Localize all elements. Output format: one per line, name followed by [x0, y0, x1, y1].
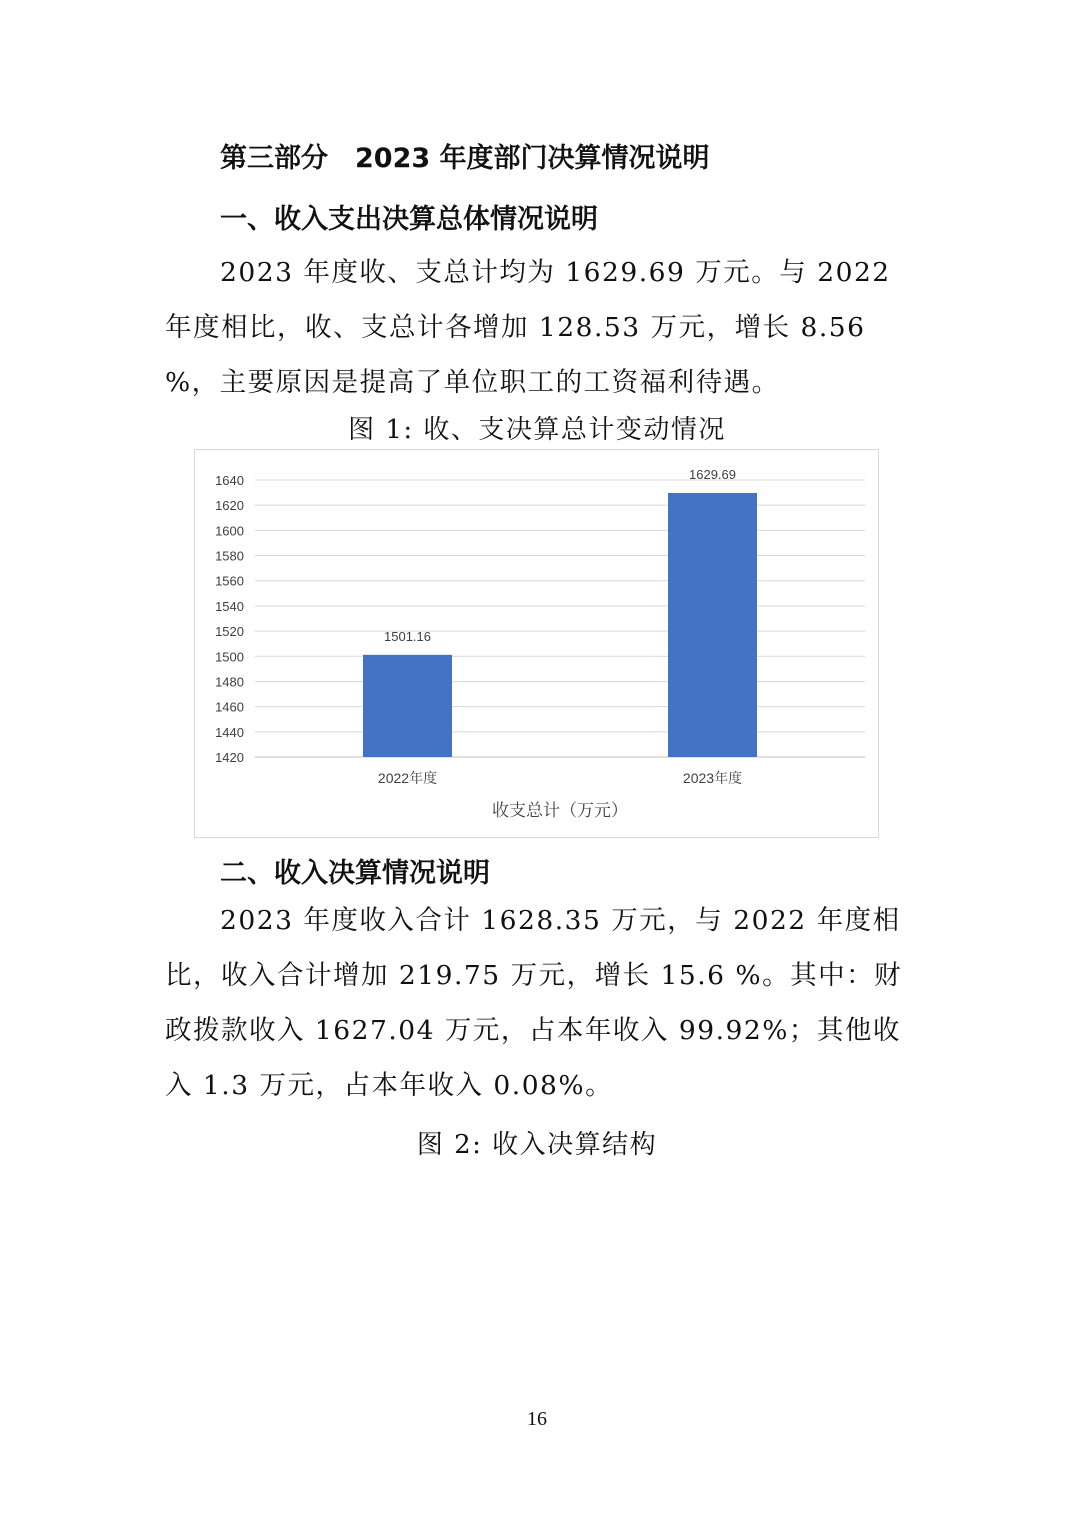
bar — [668, 493, 757, 757]
x-tick-label: 2023年度 — [682, 770, 743, 786]
y-tick-label: 1420 — [215, 750, 244, 765]
y-tick-label: 1500 — [215, 649, 244, 665]
page-number: 16 — [527, 1408, 547, 1430]
bar — [363, 655, 452, 757]
y-tick-label: 1540 — [215, 598, 244, 614]
y-tick-label: 1560 — [215, 573, 244, 589]
y-tick-label: 1440 — [215, 724, 244, 740]
y-tick-label: 1480 — [215, 674, 244, 690]
section1-heading: 一、收入支出决算总体情况说明 — [220, 204, 598, 235]
data-label: 1629.69 — [689, 466, 736, 482]
y-tick-label: 1640 — [215, 473, 244, 488]
section1-paragraph: 2023 年度收、支总计均为 1629.69 万元。与 2022 年度相比，收、支总计各增加 128.53 万元，增长 8.56 %，主要原因是提高了单位职工的工资福利待遇。 — [165, 257, 891, 398]
figure2-caption: 图 2: 收入决算结构 — [416, 1130, 658, 1160]
x-tick-label: 2022年度 — [377, 770, 438, 786]
bar-chart — [195, 450, 880, 839]
section-title: 第三部分 2023 年度部门决算情况说明 — [220, 143, 710, 174]
figure1-chart — [194, 449, 879, 838]
figure1-caption: 图 1: 收、支决算总计变动情况 — [348, 415, 726, 445]
y-tick-label: 1600 — [215, 523, 244, 539]
y-tick-label: 1620 — [215, 498, 244, 514]
section2-paragraph: 2023 年度收入合计 1628.35 万元，与 2022 年度相比，收入合计增加 219.75 万元，增长 15.6 %。其中：财政拨款收入 1627.04 万元，占本年收入 99.92%；其他收入 1.3 万元，占本年收入 0.08%。 — [165, 905, 903, 1101]
y-tick-label: 1460 — [215, 699, 244, 715]
x-axis-title: 收支总计（万元） — [492, 801, 628, 820]
section2-heading: 二、收入决算情况说明 — [220, 858, 490, 889]
data-label: 1501.16 — [384, 628, 431, 644]
y-tick-label: 1580 — [215, 548, 244, 564]
y-tick-label: 1520 — [215, 624, 244, 640]
